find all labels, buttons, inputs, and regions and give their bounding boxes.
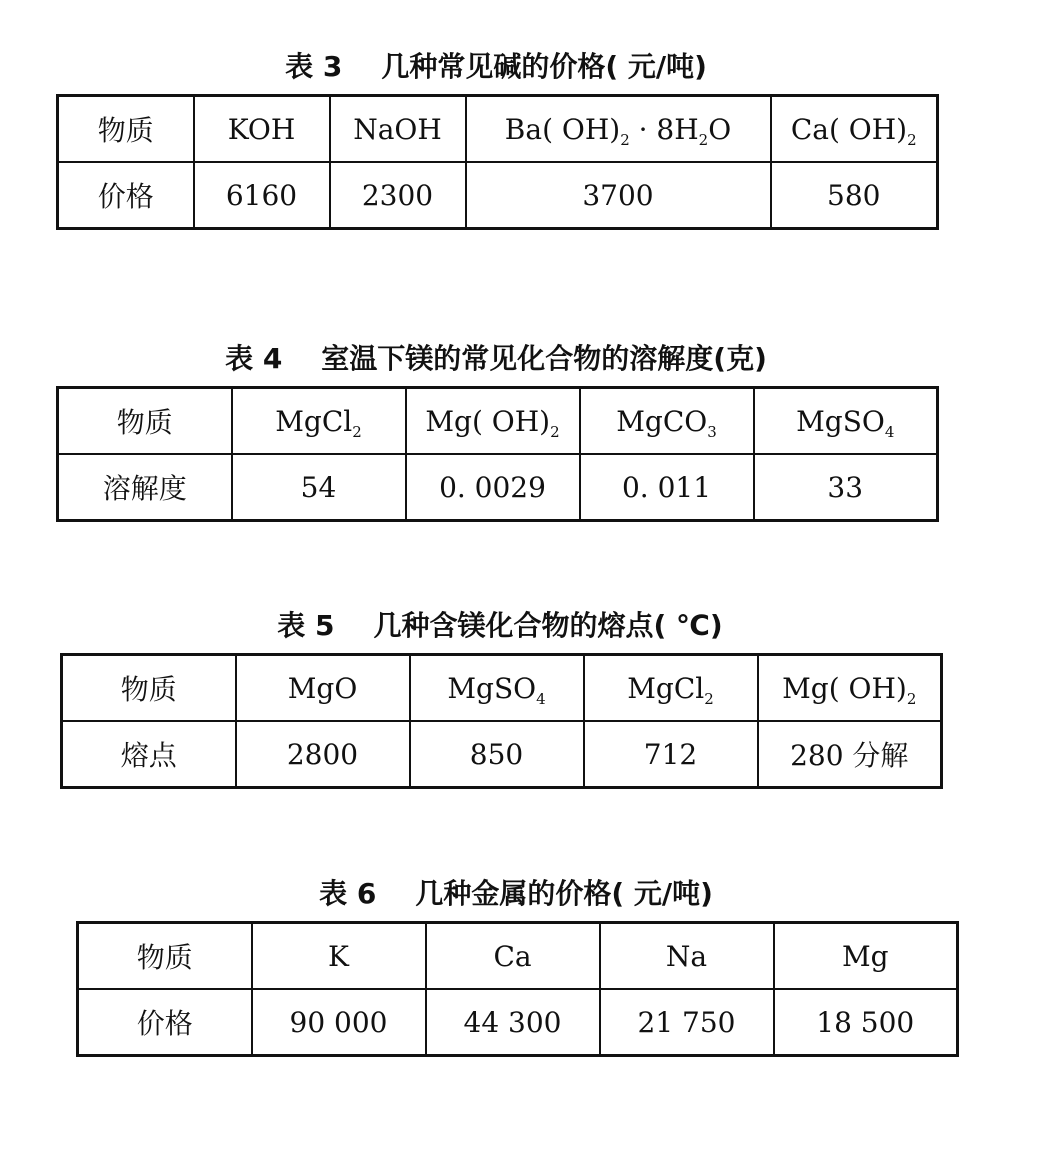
table-cell: 0. 011	[580, 454, 754, 521]
table-cell: 2300	[330, 162, 466, 229]
table-cell: MgSO$_4$	[754, 388, 938, 455]
table-row	[58, 388, 938, 455]
table-cell: Mg( $OH)_2$	[406, 388, 580, 455]
table-cell: 44 300	[426, 989, 600, 1056]
table-6-caption: 表 6 几种金属的价格( 元/吨)	[319, 877, 713, 910]
table-cell: MgCl$_2$	[584, 655, 758, 722]
table-cell: MgCl$_2$	[232, 388, 406, 455]
table-cell: 54	[232, 454, 406, 521]
row-header: 价格	[58, 162, 194, 229]
row-header: 物质	[58, 96, 194, 163]
row-header: 物质	[78, 923, 252, 990]
table-row	[58, 454, 938, 521]
table-cell: 0. 0029	[406, 454, 580, 521]
table-5-magnesium-melting-points	[60, 653, 943, 789]
table-5-caption: 表 5 几种含镁化合物的熔点( ℃)	[277, 609, 723, 642]
table-row	[78, 989, 958, 1056]
table-4-magnesium-solubility	[56, 386, 939, 522]
table-cell: 6160	[194, 162, 330, 229]
table-cell: 33	[754, 454, 938, 521]
table-cell: Mg( $OH)_2$	[758, 655, 942, 722]
table-cell: Ca( $OH)_2$	[771, 96, 938, 163]
table-cell: Mg	[774, 923, 958, 990]
table-cell: 3700	[466, 162, 771, 229]
table-row	[78, 923, 958, 990]
table-6-metal-prices	[76, 921, 959, 1057]
table-3-caption: 表 3 几种常见碱的价格( 元/吨)	[285, 50, 707, 83]
table-cell: 280 分解	[758, 721, 942, 788]
table-cell: 580	[771, 162, 938, 229]
table-cell: 850	[410, 721, 584, 788]
table-cell: Ba( $OH)_2 \cdot 8H_2O$	[466, 96, 771, 163]
table-cell: NaOH	[330, 96, 466, 163]
table-cell: 18 500	[774, 989, 958, 1056]
table-4-caption: 表 4 室温下镁的常见化合物的溶解度(克)	[225, 342, 767, 375]
row-header: 溶解度	[58, 454, 232, 521]
table-3-base-prices	[56, 94, 939, 230]
table-cell: Na	[600, 923, 774, 990]
table-cell: 21 750	[600, 989, 774, 1056]
row-header: 价格	[78, 989, 252, 1056]
table-row	[62, 655, 942, 722]
row-header: 熔点	[62, 721, 236, 788]
row-header: 物质	[58, 388, 232, 455]
table-cell: MgO	[236, 655, 410, 722]
table-cell: 712	[584, 721, 758, 788]
table-cell: KOH	[194, 96, 330, 163]
table-cell: K	[252, 923, 426, 990]
table-cell: MgSO$_4$	[410, 655, 584, 722]
table-cell: 90 000	[252, 989, 426, 1056]
table-cell: Ca	[426, 923, 600, 990]
row-header: 物质	[62, 655, 236, 722]
table-row	[58, 96, 938, 163]
table-row	[58, 162, 938, 229]
table-cell: MgCO$_3$	[580, 388, 754, 455]
table-cell: 2800	[236, 721, 410, 788]
table-row	[62, 721, 942, 788]
